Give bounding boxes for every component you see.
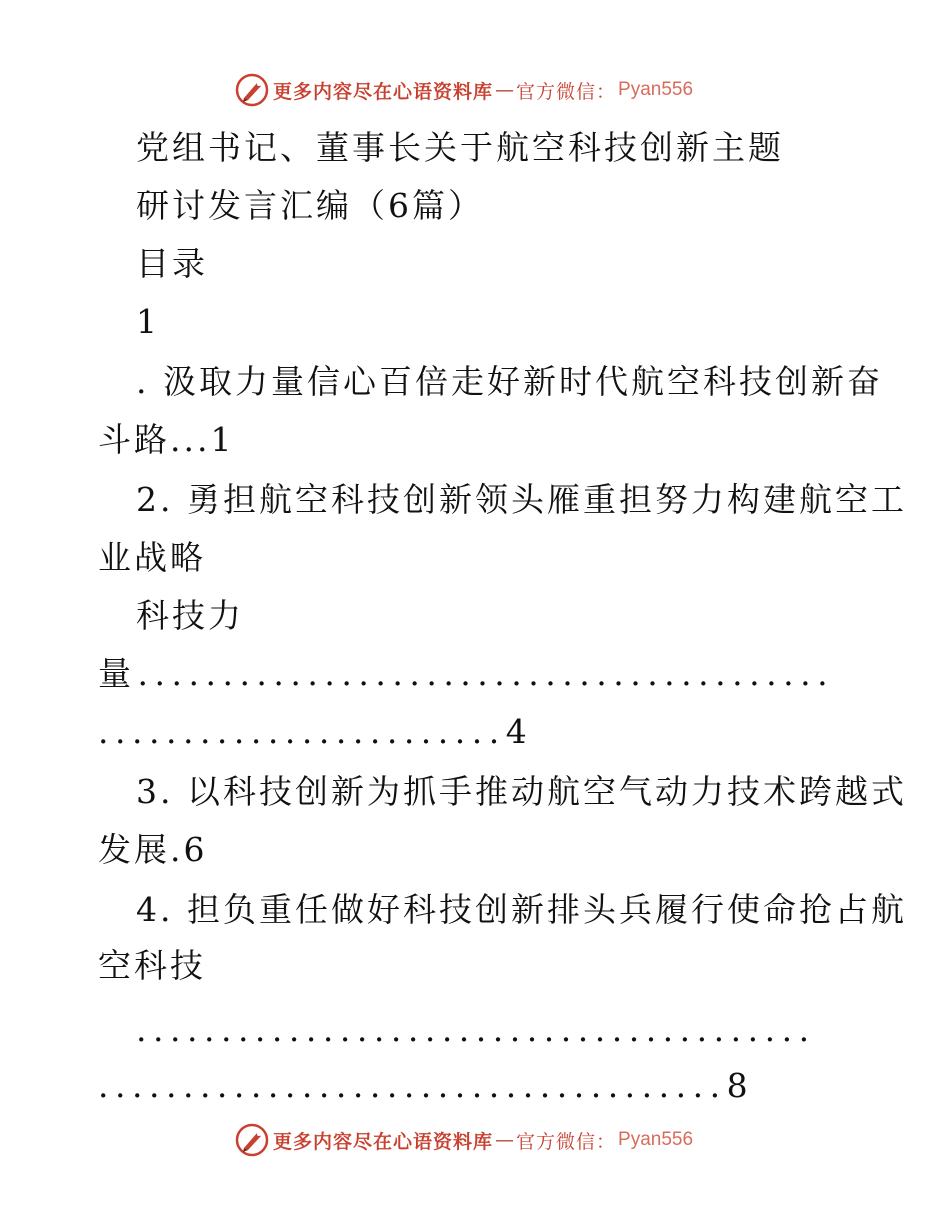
toc-entry-2-line-4: 量......................................... (98, 654, 835, 693)
pen-logo-icon (235, 1123, 269, 1157)
toc-entry-1-line-2: 斗路...1 (98, 420, 235, 459)
toc-entry-2-line-1: 2. 勇担航空科技创新领头雁重担努力构建航空工 (136, 480, 907, 519)
toc-heading: 目录 (136, 244, 208, 283)
watermark-separator: — (495, 1129, 515, 1151)
watermark-wechat-id: Pyan556 (618, 79, 694, 100)
toc-entry-4-line-3: ........................................ (136, 1010, 816, 1049)
toc-entry-4-line-1: 4. 担负重任做好科技创新排头兵履行使命抢占航 (136, 890, 907, 929)
watermark-wechat-id: Pyan556 (618, 1129, 694, 1150)
watermark-text: 更多内容尽在心语资料库 (273, 1130, 494, 1153)
toc-entry-3-line-1: 3. 以科技创新为抓手推动航空气动力技术跨越式 (136, 772, 907, 811)
toc-entry-1-line-1: . 汲取力量信心百倍走好新时代航空科技创新奋 (136, 362, 883, 401)
footer-watermark (235, 1122, 693, 1158)
watermark-text: 更多内容尽在心语资料库 (273, 80, 494, 103)
watermark-label: 官方微信： (516, 80, 617, 103)
toc-entry-4-line-4: .....................................8 (98, 1066, 755, 1105)
toc-entry-3-line-2: 发展.6 (98, 830, 208, 869)
pen-logo-icon (235, 73, 269, 107)
watermark-separator: — (495, 79, 515, 101)
toc-entry-2-line-3: 科技力 (136, 596, 244, 635)
watermark-label: 官方微信： (516, 1130, 617, 1153)
toc-entry-4-line-2: 空科技 (98, 946, 206, 985)
toc-entry-2-line-5: ........................4 (98, 712, 534, 751)
header-watermark (235, 72, 693, 108)
document-title-line-2: 研讨发言汇编（6篇） (136, 186, 484, 225)
toc-entry-1-number: 1 (136, 302, 160, 341)
toc-entry-2-line-2: 业战略 (98, 538, 206, 577)
document-title-line-1: 党组书记、董事长关于航空科技创新主题 (136, 128, 784, 167)
